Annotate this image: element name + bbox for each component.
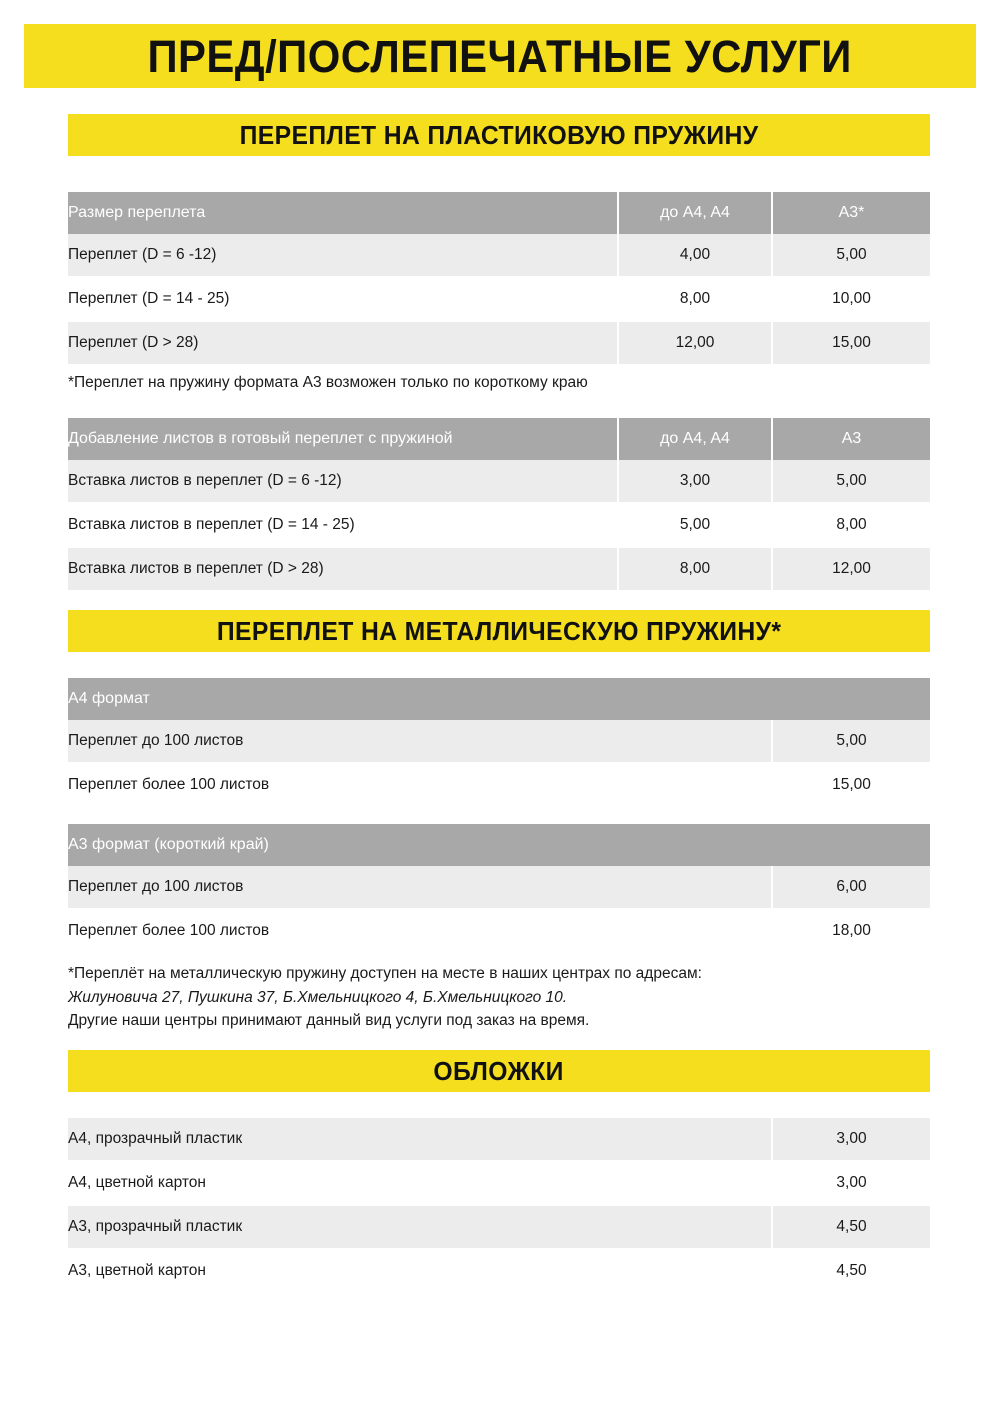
note-line-3: Другие наши центры принимают данный вид услуги под заказ на время.: [68, 1012, 590, 1030]
note-plastic-a3: [68, 371, 588, 395]
column-header-a3: A3*: [772, 192, 930, 234]
row-label: A4, прозрачный пластик: [68, 1118, 772, 1161]
table-row: [68, 1249, 930, 1292]
row-label: Переплет более 100 листов: [68, 909, 772, 952]
note-line-2-addresses: Жилуновича 27, Пушкина 37, Б.Хмельницкого 4, Б.Хмельницкого 10.: [68, 988, 568, 1006]
price-a3: 12,00: [772, 547, 930, 590]
price-a3: 5,00: [772, 234, 930, 277]
row-label: Переплет до 100 листов: [68, 720, 772, 763]
section-title-plastic-binding: ПЕРЕПЛЕТ НА ПЛАСТИКОВУЮ ПРУЖИНУ: [239, 120, 759, 150]
column-header-a3: A3: [772, 418, 930, 460]
price-a4: 5,00: [618, 503, 772, 547]
row-label: Вставка листов в переплет (D = 14 - 25): [68, 503, 618, 547]
table-row: [68, 234, 930, 277]
price: 4,50: [772, 1205, 930, 1249]
price: 18,00: [772, 909, 930, 952]
table-row: [68, 321, 930, 364]
table-metal-a4: [68, 678, 930, 806]
table-metal-a3: [68, 824, 930, 952]
note-line-1: *Переплёт на металлическую пружину доступен на месте в наших центрах по адресам:: [68, 965, 702, 982]
column-header-a4: до A4, A4: [618, 192, 772, 234]
column-header-a4-format: A4 формат: [68, 678, 930, 720]
table-header-row: [68, 418, 930, 460]
note-metal-availability: [68, 962, 702, 1033]
row-label: Вставка листов в переплет (D > 28): [68, 547, 618, 590]
column-header-size: Размер переплета: [68, 192, 618, 234]
table-row: [68, 866, 930, 909]
table-row: [68, 720, 930, 763]
row-label: Переплет до 100 листов: [68, 866, 772, 909]
row-label: Переплет (D = 14 - 25): [68, 277, 618, 321]
row-label: A3, цветной картон: [68, 1249, 772, 1292]
price: 15,00: [772, 763, 930, 806]
section-banner-covers: [68, 1050, 930, 1092]
table-row: [68, 277, 930, 321]
section-banner-metal-binding: [68, 610, 930, 652]
table-row: [68, 547, 930, 590]
price-a3: 8,00: [772, 503, 930, 547]
section-banner-plastic-binding: [68, 114, 930, 156]
table-plastic-binding: [68, 192, 930, 364]
column-header-insertion: Добавление листов в готовый переплет с пружиной: [68, 418, 618, 460]
price: 5,00: [772, 720, 930, 763]
column-header-a4: до A4, A4: [618, 418, 772, 460]
table-row: [68, 1118, 930, 1161]
price-a4: 12,00: [618, 321, 772, 364]
page-title: ПРЕД/ПОСЛЕПЕЧАТНЫЕ УСЛУГИ: [147, 30, 853, 82]
price-a3: 15,00: [772, 321, 930, 364]
price: 4,50: [772, 1249, 930, 1292]
section-title-metal-binding: ПЕРЕПЛЕТ НА МЕТАЛЛИЧЕСКУЮ ПРУЖИНУ*: [216, 616, 782, 646]
price-a4: 8,00: [618, 277, 772, 321]
note-text: *Переплет на пружину формата A3 возможен только по короткому краю: [68, 374, 588, 391]
section-title-covers: ОБЛОЖКИ: [433, 1056, 565, 1086]
row-label: Переплет более 100 листов: [68, 763, 772, 806]
row-label: Переплет (D = 6 -12): [68, 234, 618, 277]
price-a4: 3,00: [618, 460, 772, 503]
table-row: [68, 1205, 930, 1249]
price-a4: 4,00: [618, 234, 772, 277]
table-covers: [68, 1118, 930, 1292]
row-label: Переплет (D > 28): [68, 321, 618, 364]
price: 6,00: [772, 866, 930, 909]
table-row: [68, 460, 930, 503]
row-label: A3, прозрачный пластик: [68, 1205, 772, 1249]
table-header-row: [68, 824, 930, 866]
table-header-row: [68, 678, 930, 720]
table-header-row: [68, 192, 930, 234]
price: 3,00: [772, 1118, 930, 1161]
table-row: [68, 909, 930, 952]
price-a4: 8,00: [618, 547, 772, 590]
price: 3,00: [772, 1161, 930, 1205]
page-title-banner: [24, 24, 976, 88]
price-a3: 10,00: [772, 277, 930, 321]
table-row: [68, 1161, 930, 1205]
row-label: A4, цветной картон: [68, 1161, 772, 1205]
row-label: Вставка листов в переплет (D = 6 -12): [68, 460, 618, 503]
price-a3: 5,00: [772, 460, 930, 503]
table-sheet-insertion: [68, 418, 930, 590]
table-row: [68, 503, 930, 547]
table-row: [68, 763, 930, 806]
column-header-a3-format: A3 формат (короткий край): [68, 824, 930, 866]
